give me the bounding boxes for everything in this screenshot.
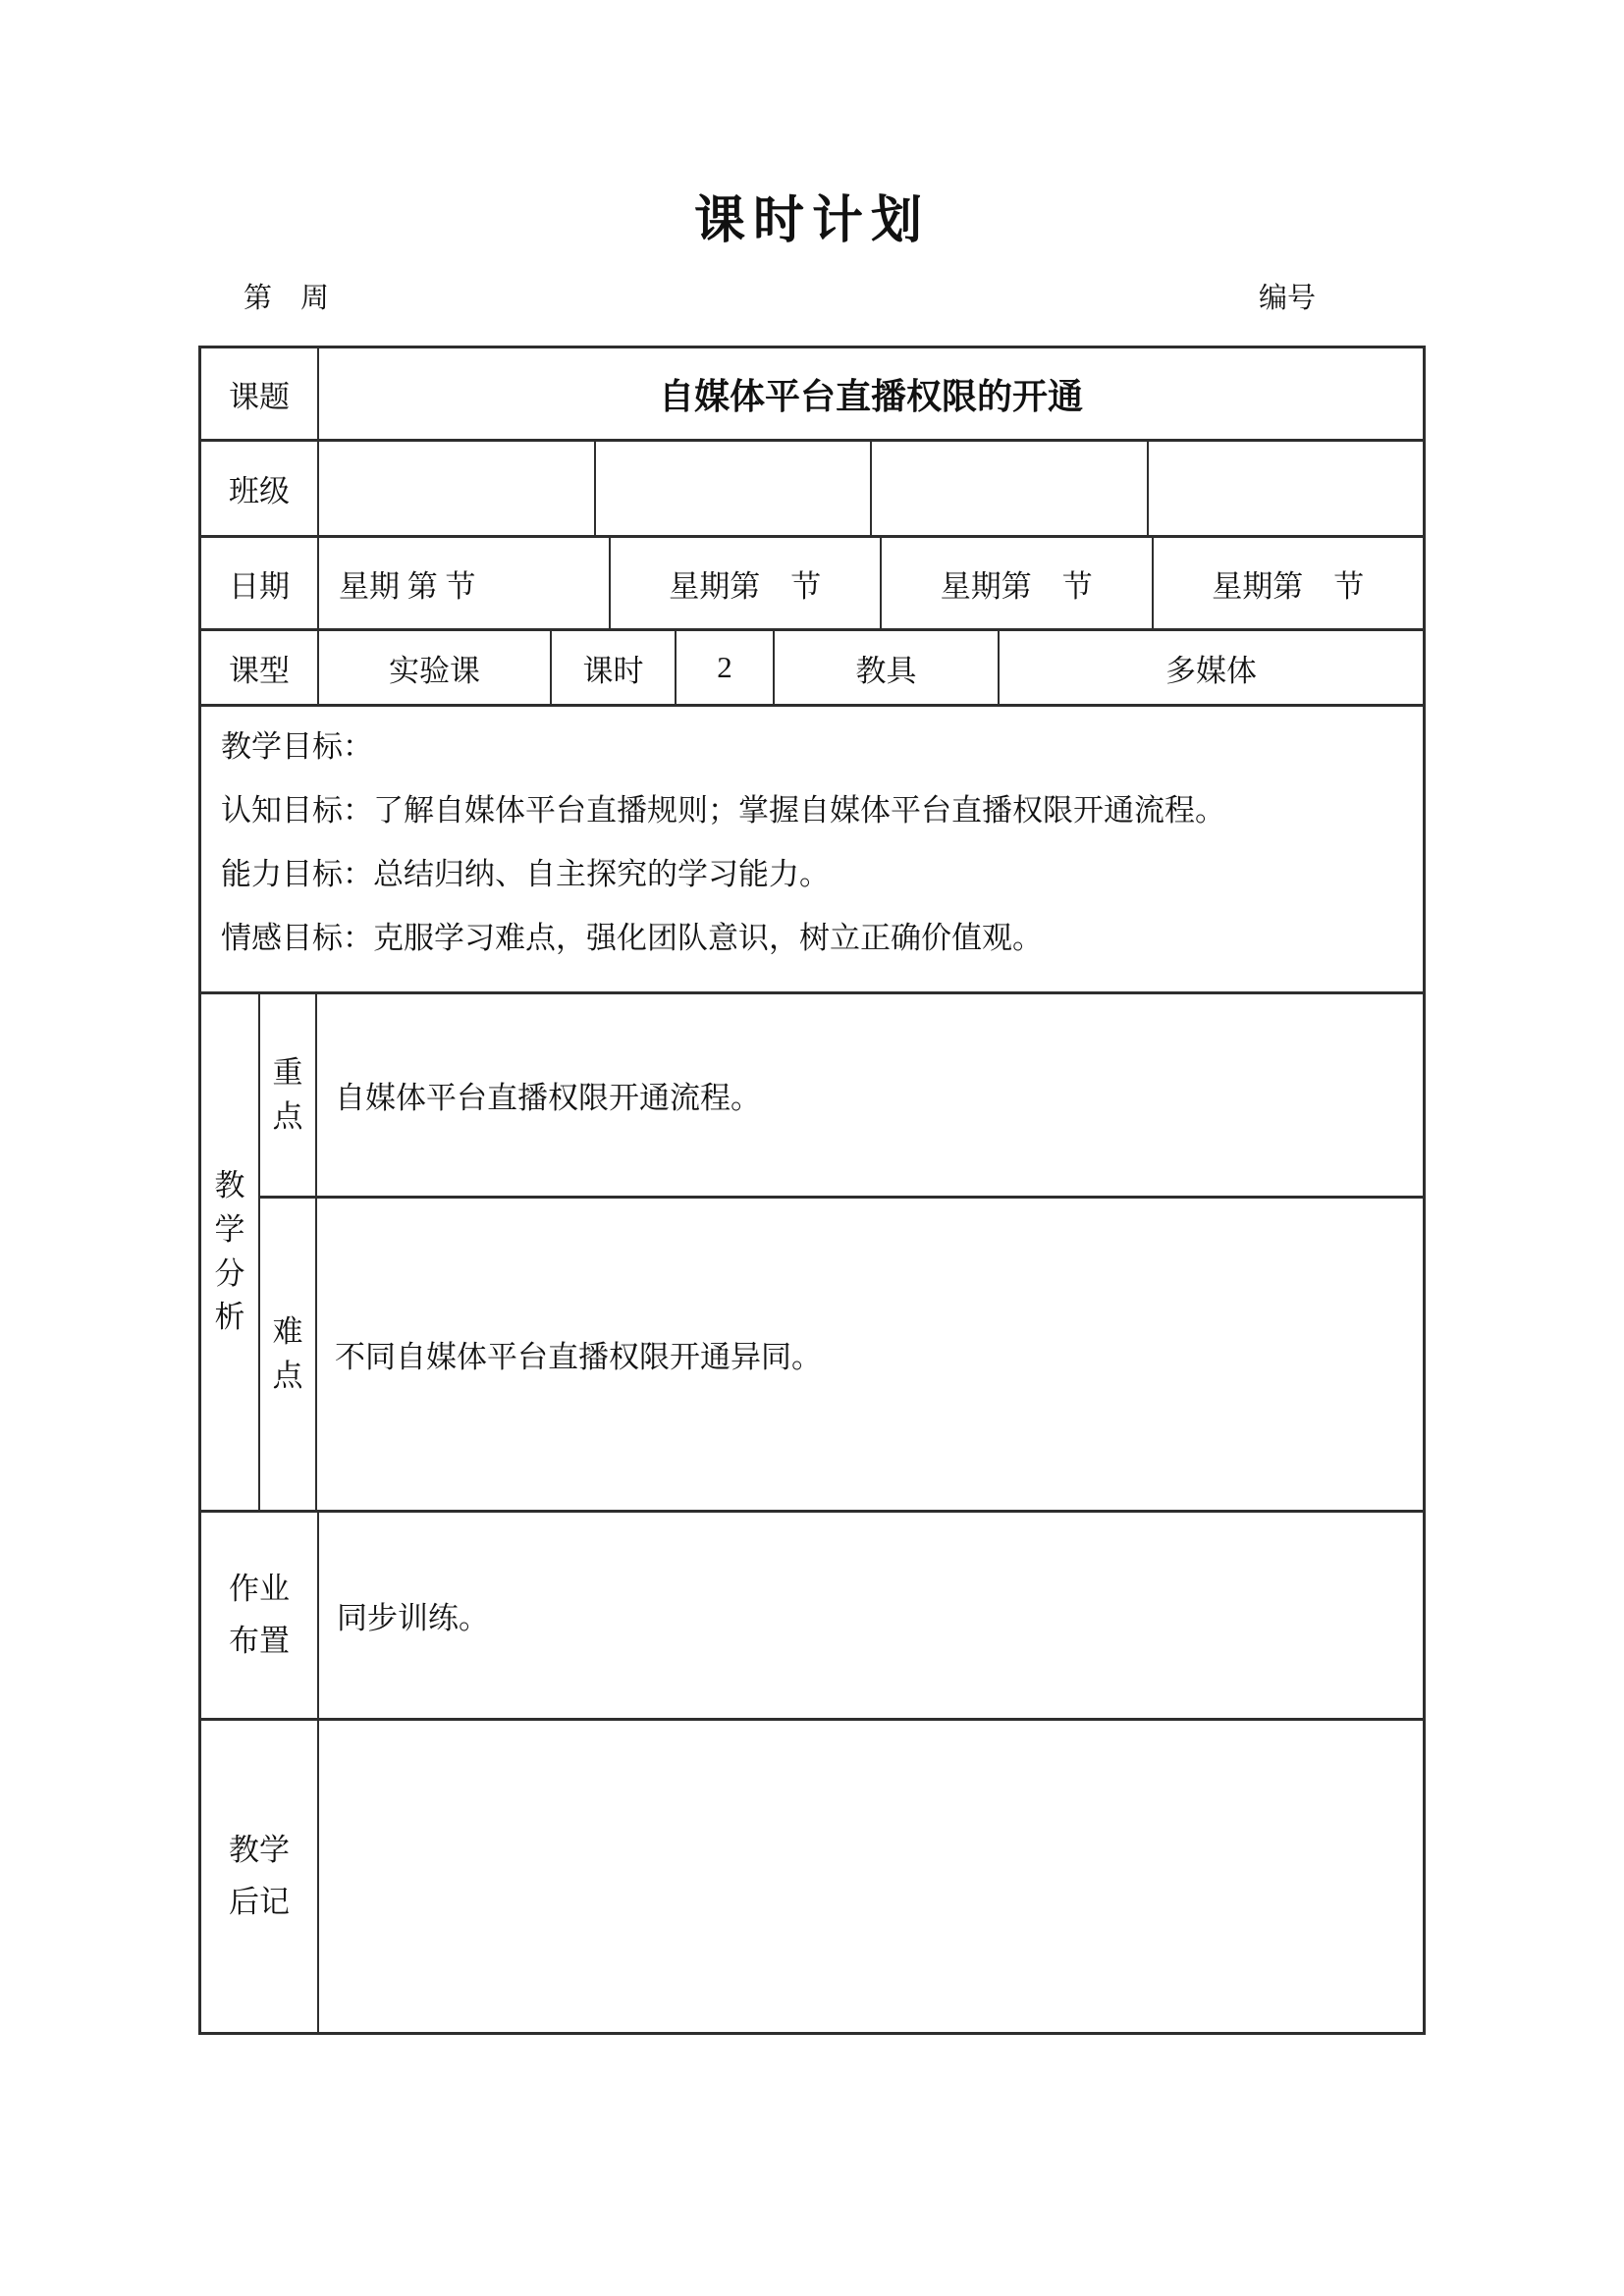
course-type-row [201,631,1423,707]
class-cell-4 [1149,442,1424,535]
topic-label-cell: 课题 [201,348,319,439]
teaching-analysis-row [201,994,1423,1513]
class-cell-1 [319,442,596,535]
aids-label-cell: 教具 [775,631,1000,704]
number-field: 编号 [1258,283,1316,314]
aids-value-cell: 多媒体 [1165,653,1257,688]
homework-value-cell: 同步训练。 [337,1601,489,1635]
key-point-label-cell: 重点 [260,994,317,1196]
key-point-subrow [260,994,1423,1199]
hours-label-cell: 课时 [552,631,677,704]
topic-row [201,348,1423,442]
date-cell-1: 星期 第 节 [319,538,611,628]
week-field: 第 周 [244,283,330,314]
hours-value-cell: 2 [677,631,775,704]
postscript-label-cell: 教学后记 [201,1721,319,2032]
objectives-line-emotional: 情感目标：克服学习难点，强化团队意识，树立正确价值观。 [221,921,1043,956]
course-type-label-cell: 课型 [201,631,319,704]
date-label-cell: 日期 [201,538,319,628]
course-type-value-cell: 实验课 [319,631,552,704]
homework-row [201,1513,1423,1721]
difficulty-subrow [260,1199,1423,1510]
class-cell-3 [872,442,1149,535]
difficulty-value-cell: 不同自媒体平台直播权限开通异同。 [335,1340,822,1374]
class-label-cell: 班级 [201,442,319,535]
date-cell-4: 星期第 节 [1212,568,1365,604]
date-cell-2: 星期第 节 [611,538,883,628]
objectives-line-ability: 能力目标：总结归纳、自主探究的学习能力。 [221,857,830,892]
analysis-label-cell: 教学分析 [201,994,260,1510]
document-title: 课时计划 [693,193,930,249]
topic-value-cell: 自媒体平台直播权限的开通 [658,376,1083,416]
analysis-subtable [260,994,1423,1510]
date-cell-3: 星期第 节 [882,538,1154,628]
class-row [201,442,1423,538]
objectives-cell [201,707,1423,991]
lesson-plan-table [198,346,1426,2035]
difficulty-label-cell: 难点 [260,1199,317,1510]
key-point-value-cell: 自媒体平台直播权限开通流程。 [335,1081,761,1115]
meta-row [198,283,1426,315]
homework-label-cell: 作业布置 [201,1513,319,1718]
objectives-row [201,707,1423,994]
postscript-value-cell [319,1721,1423,2032]
class-cell-2 [596,442,873,535]
objectives-line-heading: 教学目标： [221,729,373,764]
objectives-line-cognitive: 认知目标：了解自媒体平台直播规则；掌握自媒体平台直播权限开通流程。 [221,793,1225,828]
postscript-row [201,1721,1423,2032]
date-row [201,538,1423,631]
